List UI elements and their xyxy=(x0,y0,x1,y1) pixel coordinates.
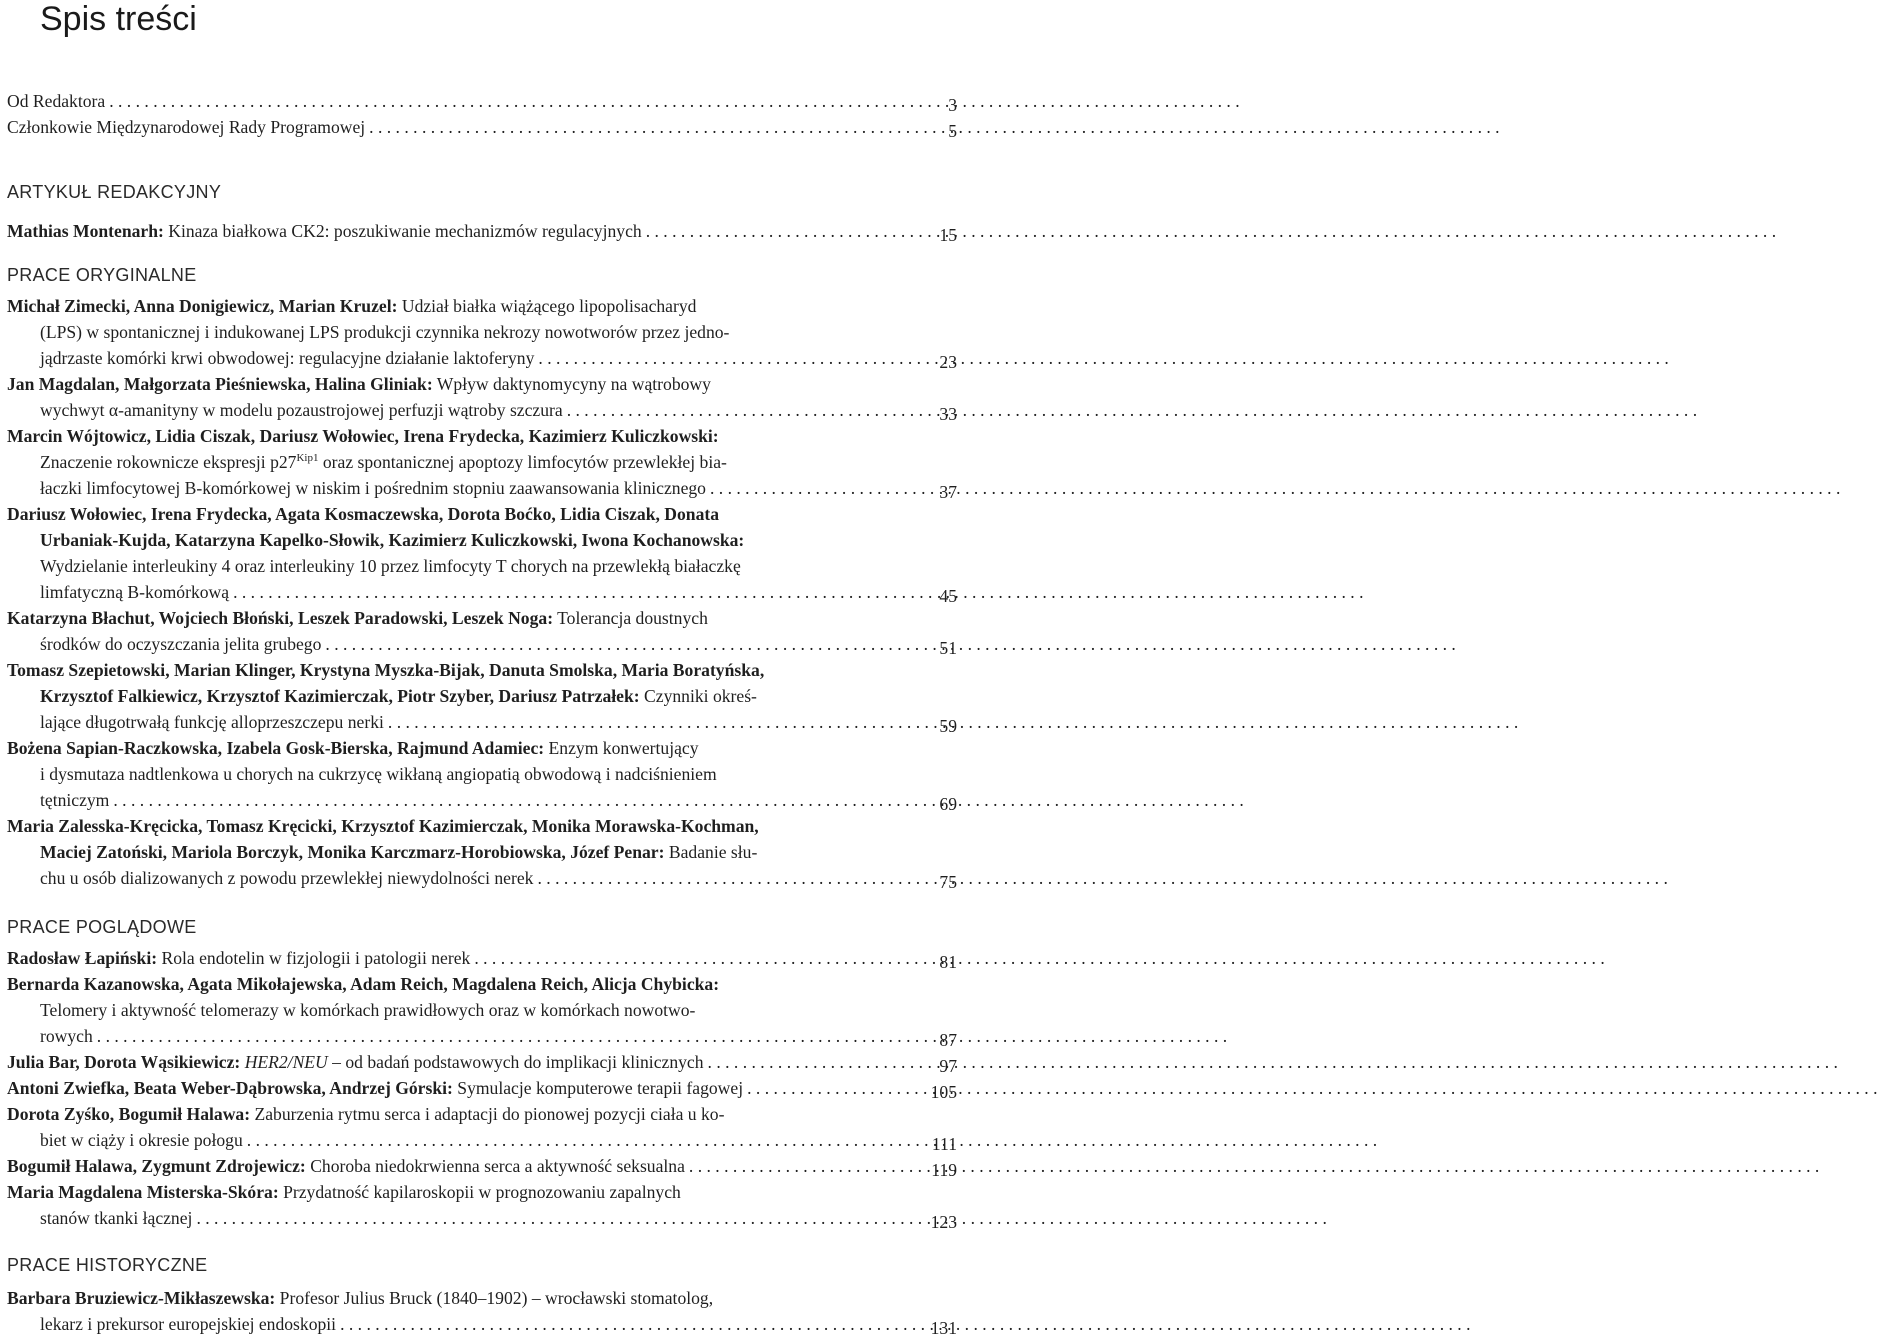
page-number: 123 xyxy=(930,1212,957,1232)
entry-title: tętniczym xyxy=(40,790,110,810)
section-heading-editorial: ARTYKUŁ REDAKCYJNY xyxy=(7,182,222,202)
entry-title: Kinaza białkowa CK2: poszukiwanie mechanizmów regulacyjnych xyxy=(168,221,642,241)
section-heading-review: PRACE POGLĄDOWE xyxy=(7,917,197,937)
page-number: 131 xyxy=(930,1318,957,1338)
entry-title: Od Redaktora xyxy=(7,91,106,111)
entry-authors: Bogumił Halawa, Zygmunt Zdrojewicz: xyxy=(7,1156,306,1176)
page-number: 111 xyxy=(931,1134,957,1154)
entry-authors: Maria Zalesska-Kręcicka, Tomasz Kręcicki, Krzysztof Kazimierczak, Monika Morawska-Kochman, xyxy=(7,816,759,836)
entry-authors: Katarzyna Błachut, Wojciech Błoński, Leszek Paradowski, Leszek Noga: xyxy=(7,608,554,628)
page-number: 69 xyxy=(939,794,957,814)
entry-authors: Dorota Zyśko, Bogumił Halawa: xyxy=(7,1104,251,1124)
entry-authors: Barbara Bruziewicz-Mikłaszewska: xyxy=(7,1288,276,1308)
page-number: 33 xyxy=(939,404,957,424)
toc-entry[interactable]: Barbara Bruziewicz-Mikłaszewska: Profesor Julius Bruck (1840–1902) – wrocławski stomatolog, lekarz i prekursor europejskiej endoskopii . . . 131 xyxy=(7,1285,957,1337)
page-number: 45 xyxy=(939,586,957,606)
page-number: 97 xyxy=(939,1056,957,1076)
entry-authors: Antoni Zwiefka, Beata Weber-Dąbrowska, Andrzej Górski: xyxy=(7,1078,453,1098)
toc-entry[interactable]: Michał Zimecki, Anna Donigiewicz, Marian Kruzel: Udział białka wiążącego lipopolisacharyd (LPS) w spontanicznej i indukowanej LPS produkcji czynnika nekrozy nowotworów przez jedno- jądrzaste komórki krwi obwodowej: regulacyjne działanie laktoferyny . . . 23 xyxy=(7,293,957,371)
page-number: 51 xyxy=(939,638,957,658)
page-number: 23 xyxy=(939,352,957,372)
page-number: 105 xyxy=(930,1082,957,1102)
entry-title: chu u osób dializowanych z powodu przewlekłej niewydolności nerek xyxy=(40,868,534,888)
page-number: 119 xyxy=(931,1160,957,1180)
entry-title: lające długotrwałą funkcję alloprzeszczepu nerki xyxy=(40,712,384,732)
toc-entry[interactable]: Dorota Zyśko, Bogumił Halawa: Zaburzenia rytmu serca i adaptacji do pionowej pozycji ciała u ko- biet w ciąży i okresie połogu . . . 111 xyxy=(7,1101,957,1153)
entry-title: Symulacje komputerowe terapii fagowej xyxy=(457,1078,744,1098)
entry-authors: Jan Magdalan, Małgorzata Pieśniewska, Halina Gliniak: xyxy=(7,374,433,394)
entry-title: środków do oczyszczania jelita grubego xyxy=(40,634,322,654)
entry-authors: Maria Magdalena Misterska-Skóra: xyxy=(7,1182,279,1202)
toc-entry[interactable]: Marcin Wójtowicz, Lidia Ciszak, Dariusz Wołowiec, Irena Frydecka, Kazimierz Kuliczkowski: Znaczenie rokownicze ekspresji $p27^{Kip1}$ oraz spontanicznej apoptozy limfocytów przewlekłej bia- łaczki limfocytowej B-komórkowej w niskim i pośrednim stopniu zaawansowania klinicznego . . . 37 xyxy=(7,423,957,501)
entry-authors: Dariusz Wołowiec, Irena Frydecka, Agata Kosmaczewska, Dorota Boćko, Lidia Ciszak, Donata xyxy=(7,504,720,524)
page-number: 59 xyxy=(939,716,957,736)
page-number: 75 xyxy=(939,872,957,892)
page-number: 5 xyxy=(948,121,957,141)
section-heading-historical: PRACE HISTORYCZNE xyxy=(7,1255,208,1275)
historical-list xyxy=(7,1285,957,1337)
toc-entry[interactable] xyxy=(7,218,957,244)
entry-title: limfatyczną B-komórkową xyxy=(40,582,230,602)
toc-entry[interactable] xyxy=(7,1153,957,1179)
entry-title: jądrzaste komórki krwi obwodowej: regulacyjne działanie laktoferyny xyxy=(40,348,535,368)
toc-entry[interactable]: Bożena Sapian-Raczkowska, Izabela Gosk-Bierska, Rajmund Adamiec: Enzym konwertujący i dysmutaza nadtlenkowa u chorych na cukrzycę wikłaną angiopatią obwodową i nadciśnieniem tętniczym . . . 69 xyxy=(7,735,957,813)
toc-entry[interactable] xyxy=(7,114,957,140)
entry-title: Rola endotelin w fizjologii i patologii nerek xyxy=(161,948,471,968)
page-number: 15 xyxy=(939,225,957,245)
entry-title: łaczki limfocytowej B-komórkowej w niskim i pośrednim stopniu zaawansowania klinicznego xyxy=(40,478,706,498)
page-number: 37 xyxy=(939,482,957,502)
entry-title: wychwyt α-amanityny w modelu pozaustrojowej perfuzji wątroby szczura xyxy=(40,400,563,420)
entry-authors: Julia Bar, Dorota Wąsikiewicz: xyxy=(7,1052,241,1072)
section-heading-original: PRACE ORYGINALNE xyxy=(7,265,197,285)
front-matter xyxy=(7,88,957,140)
toc-entry[interactable]: Tomasz Szepietowski, Marian Klinger, Krystyna Myszka-Bijak, Danuta Smolska, Maria Boratyńska, Krzysztof Falkiewicz, Krzysztof Kazimierczak, Piotr Szyber, Dariusz Patrzałek: Czynniki okreś- lające długotrwałą funkcję alloprzeszczepu nerki . . . 59 xyxy=(7,657,957,735)
page-number: 3 xyxy=(948,95,957,115)
toc-entry[interactable]: Maria Zalesska-Kręcicka, Tomasz Kręcicki, Krzysztof Kazimierczak, Monika Morawska-Kochman, Maciej Zatoński, Mariola Borczyk, Monika Karczmarz-Horobiowska, Józef Penar: Badanie słu- chu u osób dializowanych z powodu przewlekłej niewydolności nerek . . . 75 xyxy=(7,813,957,891)
entry-authors: Radosław Łapiński: xyxy=(7,948,158,968)
original-list xyxy=(7,293,957,891)
entry-title: Członkowie Międzynarodowej Rady Programowej xyxy=(7,117,366,137)
entry-authors: Michał Zimecki, Anna Donigiewicz, Marian Kruzel: xyxy=(7,296,398,316)
toc-entry[interactable]: Jan Magdalan, Małgorzata Pieśniewska, Halina Gliniak: Wpływ daktynomycyny na wątrobowy wychwyt α-amanityny w modelu pozaustrojowej perfuzji wątroby szczura . . . 33 xyxy=(7,371,957,423)
entry-title: rowych xyxy=(40,1026,93,1046)
entry-authors: Mathias Montenarh: xyxy=(7,221,164,241)
toc-entry[interactable]: Dariusz Wołowiec, Irena Frydecka, Agata Kosmaczewska, Dorota Boćko, Lidia Ciszak, Donata Urbaniak-Kujda, Katarzyna Kapelko-Słowik, Kazimierz Kuliczkowski, Iwona Kochanowska: Wydzielanie interleukiny 4 oraz interleukiny 10 przez limfocyty T chorych na przewlekłą białaczkę limfatyczną B-komórkową . . . 45 xyxy=(7,501,957,605)
entry-title: Choroba niedokrwienna serca a aktywność seksualna xyxy=(310,1156,685,1176)
editorial-list xyxy=(7,218,957,244)
page-number: 87 xyxy=(939,1030,957,1050)
toc-entry[interactable] xyxy=(7,945,957,971)
entry-authors: Bożena Sapian-Raczkowska, Izabela Gosk-Bierska, Rajmund Adamiec: xyxy=(7,738,545,758)
toc-entry[interactable] xyxy=(7,1075,957,1101)
entry-title: biet w ciąży i okresie połogu xyxy=(40,1130,243,1150)
entry-authors: Tomasz Szepietowski, Marian Klinger, Krystyna Myszka-Bijak, Danuta Smolska, Maria Boratyńska, xyxy=(7,660,765,680)
toc-entry[interactable]: Maria Magdalena Misterska-Skóra: Przydatność kapilaroskopii w prognozowaniu zapalnych stanów tkanki łącznej . . . 123 xyxy=(7,1179,957,1231)
entry-title: stanów tkanki łącznej xyxy=(40,1208,193,1228)
entry-authors: Marcin Wójtowicz, Lidia Ciszak, Dariusz Wołowiec, Irena Frydecka, Kazimierz Kuliczkowski: xyxy=(7,426,719,446)
toc-entry[interactable]: Bernarda Kazanowska, Agata Mikołajewska, Adam Reich, Magdalena Reich, Alicja Chybicka: Telomery i aktywność telomerazy w komórkach prawidłowych oraz w komórkach nowotwo- rowych . . . 87 xyxy=(7,971,957,1049)
page-number: 81 xyxy=(939,952,957,972)
toc-entry[interactable] xyxy=(7,88,957,114)
page-title: Spis treści xyxy=(40,0,197,38)
toc-entry[interactable]: Katarzyna Błachut, Wojciech Błoński, Leszek Paradowski, Leszek Noga: Tolerancja doustnych środków do oczyszczania jelita grubego . . . 51 xyxy=(7,605,957,657)
entry-authors: Bernarda Kazanowska, Agata Mikołajewska, Adam Reich, Magdalena Reich, Alicja Chybicka: xyxy=(7,974,720,994)
entry-title: – od badań podstawowych do implikacji klinicznych xyxy=(332,1052,704,1072)
entry-title: lekarz i prekursor europejskiej endoskopii xyxy=(40,1314,337,1334)
toc-entry[interactable]: Julia Bar, Dorota Wąsikiewicz: HER2/NEU – od badań podstawowych do implikacji klinicznych . . . 97 xyxy=(7,1049,957,1075)
review-list xyxy=(7,945,957,1231)
